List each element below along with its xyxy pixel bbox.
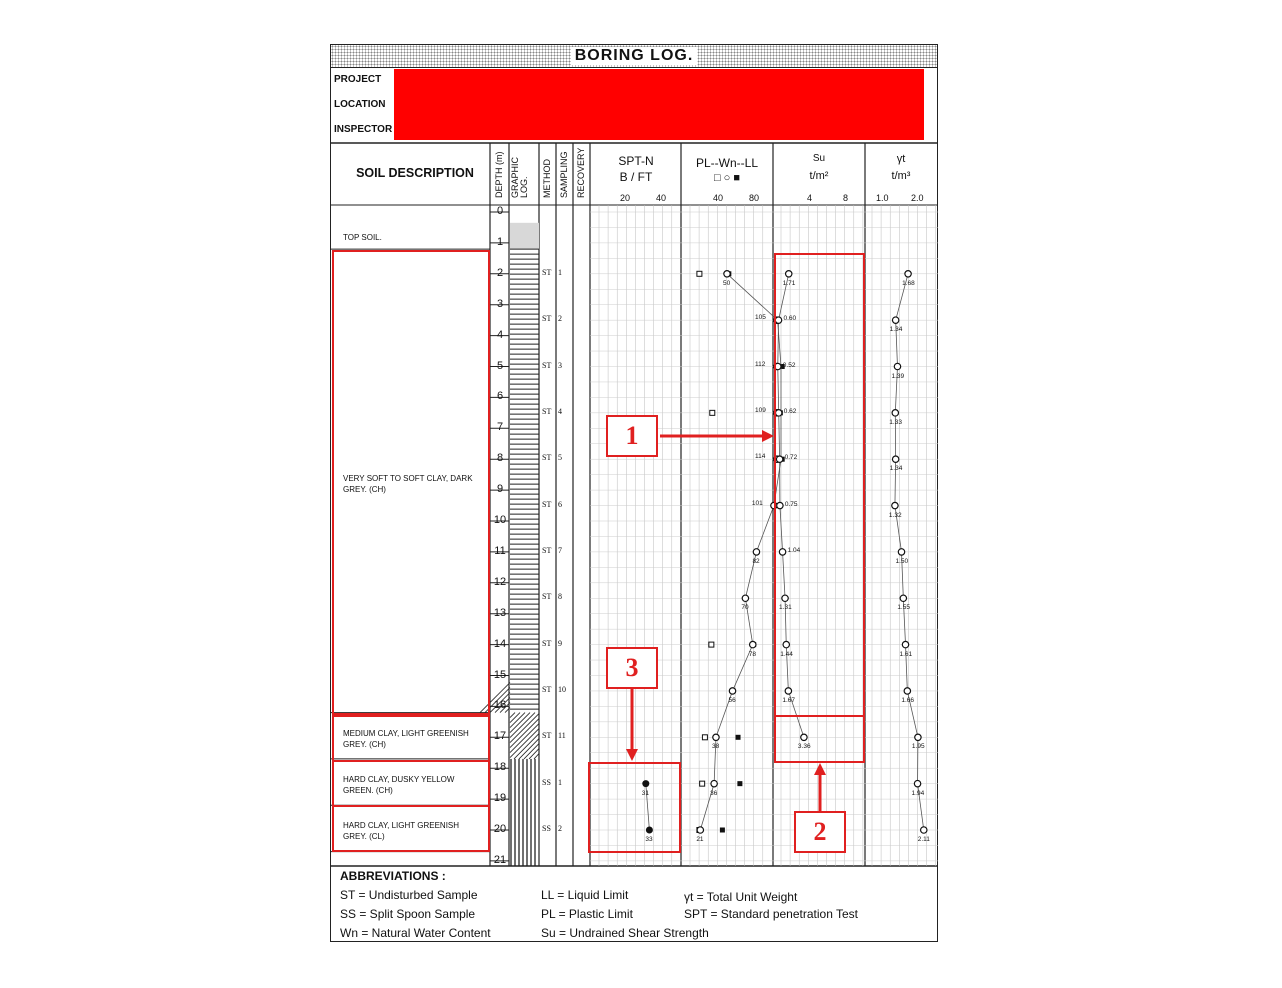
sample-method-10: ST: [542, 684, 552, 694]
gamma-tick-1: 1.0: [876, 193, 889, 203]
gamma-point-6: [892, 502, 898, 508]
sample-number-12: 1: [558, 777, 562, 787]
medium-clay-hatch: [529, 749, 539, 759]
gamma-label-13: 2.11: [917, 836, 930, 843]
wn-point-13: [697, 827, 703, 833]
medium-clay-description-box: [332, 715, 490, 762]
abbreviations-title: ABBREVIATIONS :: [340, 869, 446, 883]
gamma-label-9: 1.61: [899, 650, 913, 658]
gamma-label-10: 1.66: [901, 696, 914, 704]
arrow-3-head: [626, 749, 638, 761]
annotation-label-2: 2: [794, 811, 846, 853]
method-header: METHOD: [542, 159, 552, 198]
abbr-spt: SPT = Standard penetration Test: [684, 907, 859, 921]
sample-number-13: 2: [558, 824, 562, 833]
depth-label-19: 19: [493, 792, 507, 805]
sample-method-7: ST: [542, 545, 552, 555]
wn-point-8: [742, 595, 748, 601]
soil-layer-2: VERY SOFT TO SOFT CLAY, DARK GREY. (CH): [343, 473, 473, 494]
depth-label-1: 1: [496, 235, 504, 248]
abbr-pl: PL = Plastic Limit: [541, 907, 633, 921]
abbr-gamma: γt = Total Unit Weight: [684, 890, 798, 904]
gamma-label-5: 1.34: [889, 465, 903, 473]
gamma-point-4: [892, 410, 898, 416]
gamma-label-1: 1.68: [902, 279, 915, 287]
sample-method-2: ST: [542, 314, 552, 324]
spt-label-2: 33: [645, 836, 653, 843]
sample-method-13: SS: [542, 824, 551, 833]
gamma-point-13: [921, 827, 927, 833]
wn-label-3: 112: [755, 360, 766, 368]
depth-label-8: 8: [496, 452, 504, 465]
medium-clay-hatch: [510, 713, 535, 738]
sample-number-4: 4: [558, 406, 562, 416]
depth-label-9: 9: [496, 483, 504, 496]
su-label-8: 1.31: [779, 604, 792, 612]
pl-point-1: [697, 271, 702, 276]
depth-label-4: 4: [496, 328, 504, 341]
gamma-point-7: [898, 549, 904, 555]
gamma-label-3: 1.39: [891, 372, 905, 380]
project-label: PROJECT: [334, 74, 382, 85]
gamma-point-11: [915, 734, 921, 740]
plwnll-header: PL--Wn--LL: [695, 156, 758, 170]
depth-label-6: 6: [496, 390, 504, 403]
sample-method-5: ST: [542, 453, 552, 463]
wn-label-12: 36: [710, 789, 718, 797]
gamma-unit: t/m³: [891, 170, 911, 182]
abbr-ss: SS = Split Spoon Sample: [340, 907, 476, 921]
gamma-tick-2: 2.0: [911, 193, 924, 203]
gamma-point-5: [892, 456, 898, 462]
depth-label-17: 17: [493, 730, 507, 743]
annotation-label-3: 3: [606, 647, 658, 689]
su-label-1: 1.71: [782, 279, 796, 287]
ll-point-8: [736, 735, 741, 740]
medium-clay-hatch: [510, 713, 530, 733]
sample-number-8: 8: [558, 592, 562, 602]
sample-number-9: 9: [558, 638, 562, 648]
soil-layer-3: MEDIUM CLAY, LIGHT GREENISH GREY. (CH): [343, 728, 469, 749]
wn-label-5: 114: [755, 453, 766, 461]
sample-method-3: ST: [542, 360, 552, 370]
spt-unit: B / FT: [619, 170, 653, 184]
depth-label-10: 10: [493, 514, 507, 526]
spt-tick-20: 20: [620, 193, 631, 203]
su-label-2: 0.60: [783, 315, 797, 323]
medium-clay-hatch: [510, 713, 515, 718]
depth-label-16: 16: [493, 699, 507, 712]
wn-label-7: 82: [752, 557, 760, 565]
spt-tick-40: 40: [656, 193, 667, 203]
sample-number-2: 2: [558, 314, 562, 324]
su-label-5: 0.72: [784, 454, 798, 462]
plwnll-tick-80: 80: [749, 193, 760, 203]
gamma-point-10: [904, 688, 910, 694]
gamma-header: γt: [896, 153, 906, 165]
plwnll-tick-40: 40: [713, 193, 724, 203]
sample-number-6: 6: [558, 499, 562, 509]
wn-point-12: [711, 780, 717, 786]
pl-point-3: [709, 642, 714, 647]
wn-label-9: 78: [748, 650, 756, 658]
gamma-point-1: [905, 271, 911, 277]
spt-label-1: 31: [641, 789, 650, 797]
sample-method-12: SS: [542, 777, 551, 787]
pl-point-4: [702, 735, 707, 740]
depth-label-12: 12: [493, 575, 507, 588]
abbr-wn: Wn = Natural Water Content: [340, 926, 491, 940]
gamma-point-3: [894, 363, 900, 369]
ll-point-9: [737, 781, 742, 786]
soil-description-header: SOIL DESCRIPTION: [356, 166, 474, 180]
soil-layer-5: HARD CLAY, LIGHT GREENISH GREY. (CL): [343, 821, 460, 842]
depth-label-20: 20: [493, 823, 507, 835]
gamma-label-4: 1.33: [889, 418, 902, 426]
wn-label-13: 21: [696, 836, 704, 843]
sample-number-5: 5: [558, 453, 562, 463]
su-label-11: 3.36: [797, 743, 811, 751]
su-label-10: 1.67: [782, 696, 796, 704]
sample-method-6: ST: [542, 499, 552, 509]
sample-number-3: 3: [558, 360, 562, 370]
location-label: LOCATION: [334, 99, 386, 110]
abbr-st: ST = Undisturbed Sample: [340, 888, 478, 902]
medium-clay-hatch: [514, 734, 539, 759]
hard-clay-yellow-description-box: [332, 760, 490, 807]
wn-point-10: [729, 688, 735, 694]
su-label-3: 0.52: [782, 361, 796, 369]
wn-label-1: 50: [723, 279, 731, 287]
medium-clay-hatch: [519, 739, 539, 759]
ll-point-10: [720, 828, 725, 833]
depth-label-5: 5: [496, 359, 504, 372]
annotation-label-1: 1: [606, 415, 658, 457]
wn-point-11: [713, 734, 719, 740]
depth-label-15: 15: [493, 668, 507, 681]
medium-clay-hatch: [510, 713, 520, 723]
gamma-label-12: 1.94: [911, 789, 925, 797]
su-tick-8: 8: [843, 193, 849, 203]
depth-label-3: 3: [496, 297, 504, 310]
wn-label-2: 105: [755, 314, 766, 322]
wn-point-9: [750, 641, 756, 647]
inspector-label: INSPECTOR: [334, 124, 393, 135]
soil-layer-1: TOP SOIL.: [343, 233, 382, 243]
wn-label-11: 38: [711, 743, 720, 751]
medium-clay-hatch: [534, 754, 539, 759]
wn-label-4: 109: [755, 406, 766, 414]
gamma-point-8: [900, 595, 906, 601]
sample-method-9: ST: [542, 638, 552, 648]
soft-clay-description-box: [332, 250, 490, 715]
abbr-ll: LL = Liquid Limit: [541, 888, 629, 902]
arrow-2-head: [814, 763, 826, 775]
depth-label-7: 7: [496, 421, 504, 434]
depth-label-14: 14: [493, 637, 507, 650]
su-label-9: 1.44: [780, 650, 793, 658]
depth-label-0: 0: [496, 205, 504, 217]
wn-label-8: 70: [741, 604, 749, 612]
depth-label-21: 21: [493, 853, 507, 866]
gamma-point-9: [902, 641, 908, 647]
wn-point-7: [753, 549, 759, 555]
page-title: BORING LOG.: [571, 47, 698, 65]
wn-label-10: 56: [728, 696, 736, 704]
soil-layer-4: HARD CLAY, DUSKY YELLOW GREEN. (CH): [343, 775, 455, 796]
top-soil-graphic: [510, 223, 539, 249]
su-label-4: 0.62: [783, 407, 797, 415]
depth-label-18: 18: [493, 761, 507, 774]
gamma-label-2: 1.34: [889, 326, 903, 334]
sample-method-1: ST: [542, 267, 552, 277]
su-highlight-box: [774, 253, 865, 717]
plwnll-symbols: □ ○ ■: [713, 172, 741, 184]
pl-point-5: [700, 781, 705, 786]
su-tick-4: 4: [807, 193, 813, 203]
sample-number-10: 10: [558, 684, 566, 694]
gamma-point-2: [892, 317, 898, 323]
wn-point-1: [724, 271, 730, 277]
sample-method-8: ST: [542, 592, 552, 602]
su-header: Su: [812, 153, 826, 164]
gamma-label-11: 1.95: [911, 743, 925, 751]
recovery-header: RECOVERY: [576, 147, 586, 198]
sampling-header: SAMPLING: [559, 151, 569, 198]
gamma-label-7: 1.50: [895, 557, 909, 565]
depth-label-13: 13: [493, 606, 507, 619]
depth-header: DEPTH (m): [494, 151, 504, 198]
graphic-log-header: GRAPHIC LOG.: [510, 156, 529, 198]
su-unit: t/m²: [809, 170, 829, 182]
sample-number-7: 7: [558, 545, 562, 555]
pl-point-2: [710, 410, 715, 415]
su-label-6: 0.75: [784, 500, 798, 508]
su-medium-clay-box: [774, 715, 865, 763]
gamma-label-6: 1.32: [888, 511, 902, 519]
gamma-point-12: [914, 780, 920, 786]
depth-label-2: 2: [496, 266, 504, 279]
spt-highlight-box: [588, 762, 681, 853]
sample-number-1: 1: [558, 267, 562, 277]
gamma-label-8: 1.55: [897, 604, 910, 612]
depth-label-11: 11: [494, 544, 506, 557]
wn-label-6: 101: [751, 499, 763, 507]
arrow-1-head: [762, 430, 774, 442]
sample-method-4: ST: [542, 406, 552, 416]
spt-header: SPT-N: [618, 154, 654, 168]
hard-clay-grey-description-box: [332, 805, 490, 852]
sample-method-11: ST: [542, 731, 552, 741]
abbr-su: Su = Undrained Shear Strength: [541, 926, 709, 940]
sample-number-11: 11: [558, 731, 566, 741]
su-label-7: 1.04: [787, 546, 801, 554]
